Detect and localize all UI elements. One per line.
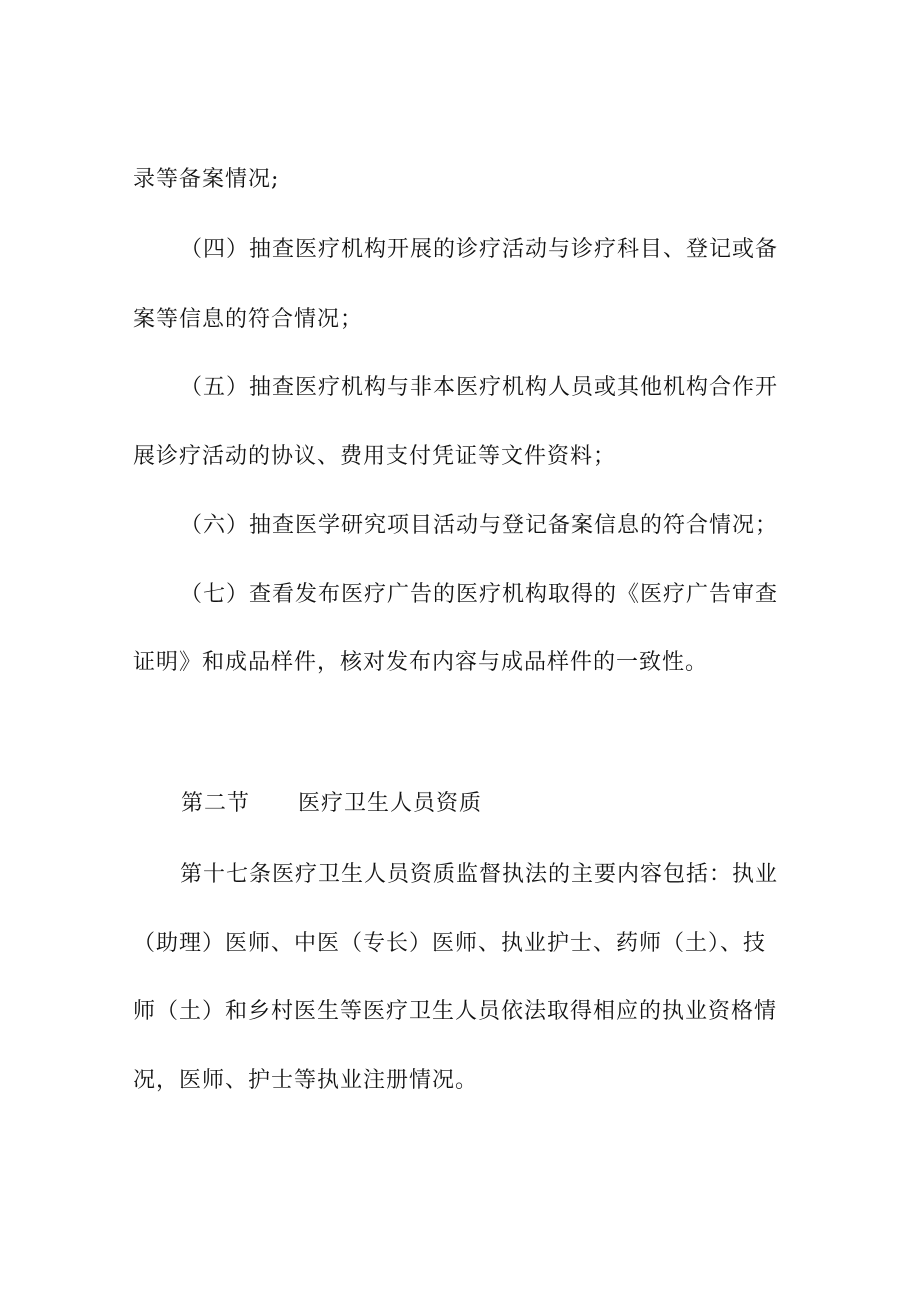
article-line: 况，医师、护士等执业注册情况。 <box>133 1068 479 1093</box>
paragraph-line: （五）抽查医疗机构与非本医疗机构人员或其他机构合作开 <box>180 375 779 400</box>
section-title: 医疗卫生人员资质 <box>298 791 483 816</box>
paragraph-line: 证明》和成品样件，核对发布内容与成品样件的一致性。 <box>133 650 709 675</box>
paragraph-line: （七）查看发布医疗广告的医疗机构取得的《医疗广告审查 <box>180 582 779 607</box>
article-line: 师（土）和乡村医生等医疗卫生人员依法取得相应的执业资格情 <box>133 999 778 1024</box>
section-number: 第二节 <box>181 791 251 816</box>
article-line: 第十七条医疗卫生人员资质监督执法的主要内容包括：执业 <box>180 862 779 887</box>
paragraph-line: （六）抽查医学研究项目活动与登记备案信息的符合情况； <box>180 513 779 538</box>
paragraph-line: 案等信息的符合情况； <box>133 307 364 332</box>
paragraph-line: 录等备案情况; <box>133 167 280 192</box>
paragraph-line: （四）抽查医疗机构开展的诊疗活动与诊疗科目、登记或备 <box>180 237 779 262</box>
article-line: （助理）医师、中医（专长）医师、执业护士、药师（土）、技 <box>133 931 767 956</box>
paragraph-line: 展诊疗活动的协议、费用支付凭证等文件资料； <box>133 444 617 469</box>
